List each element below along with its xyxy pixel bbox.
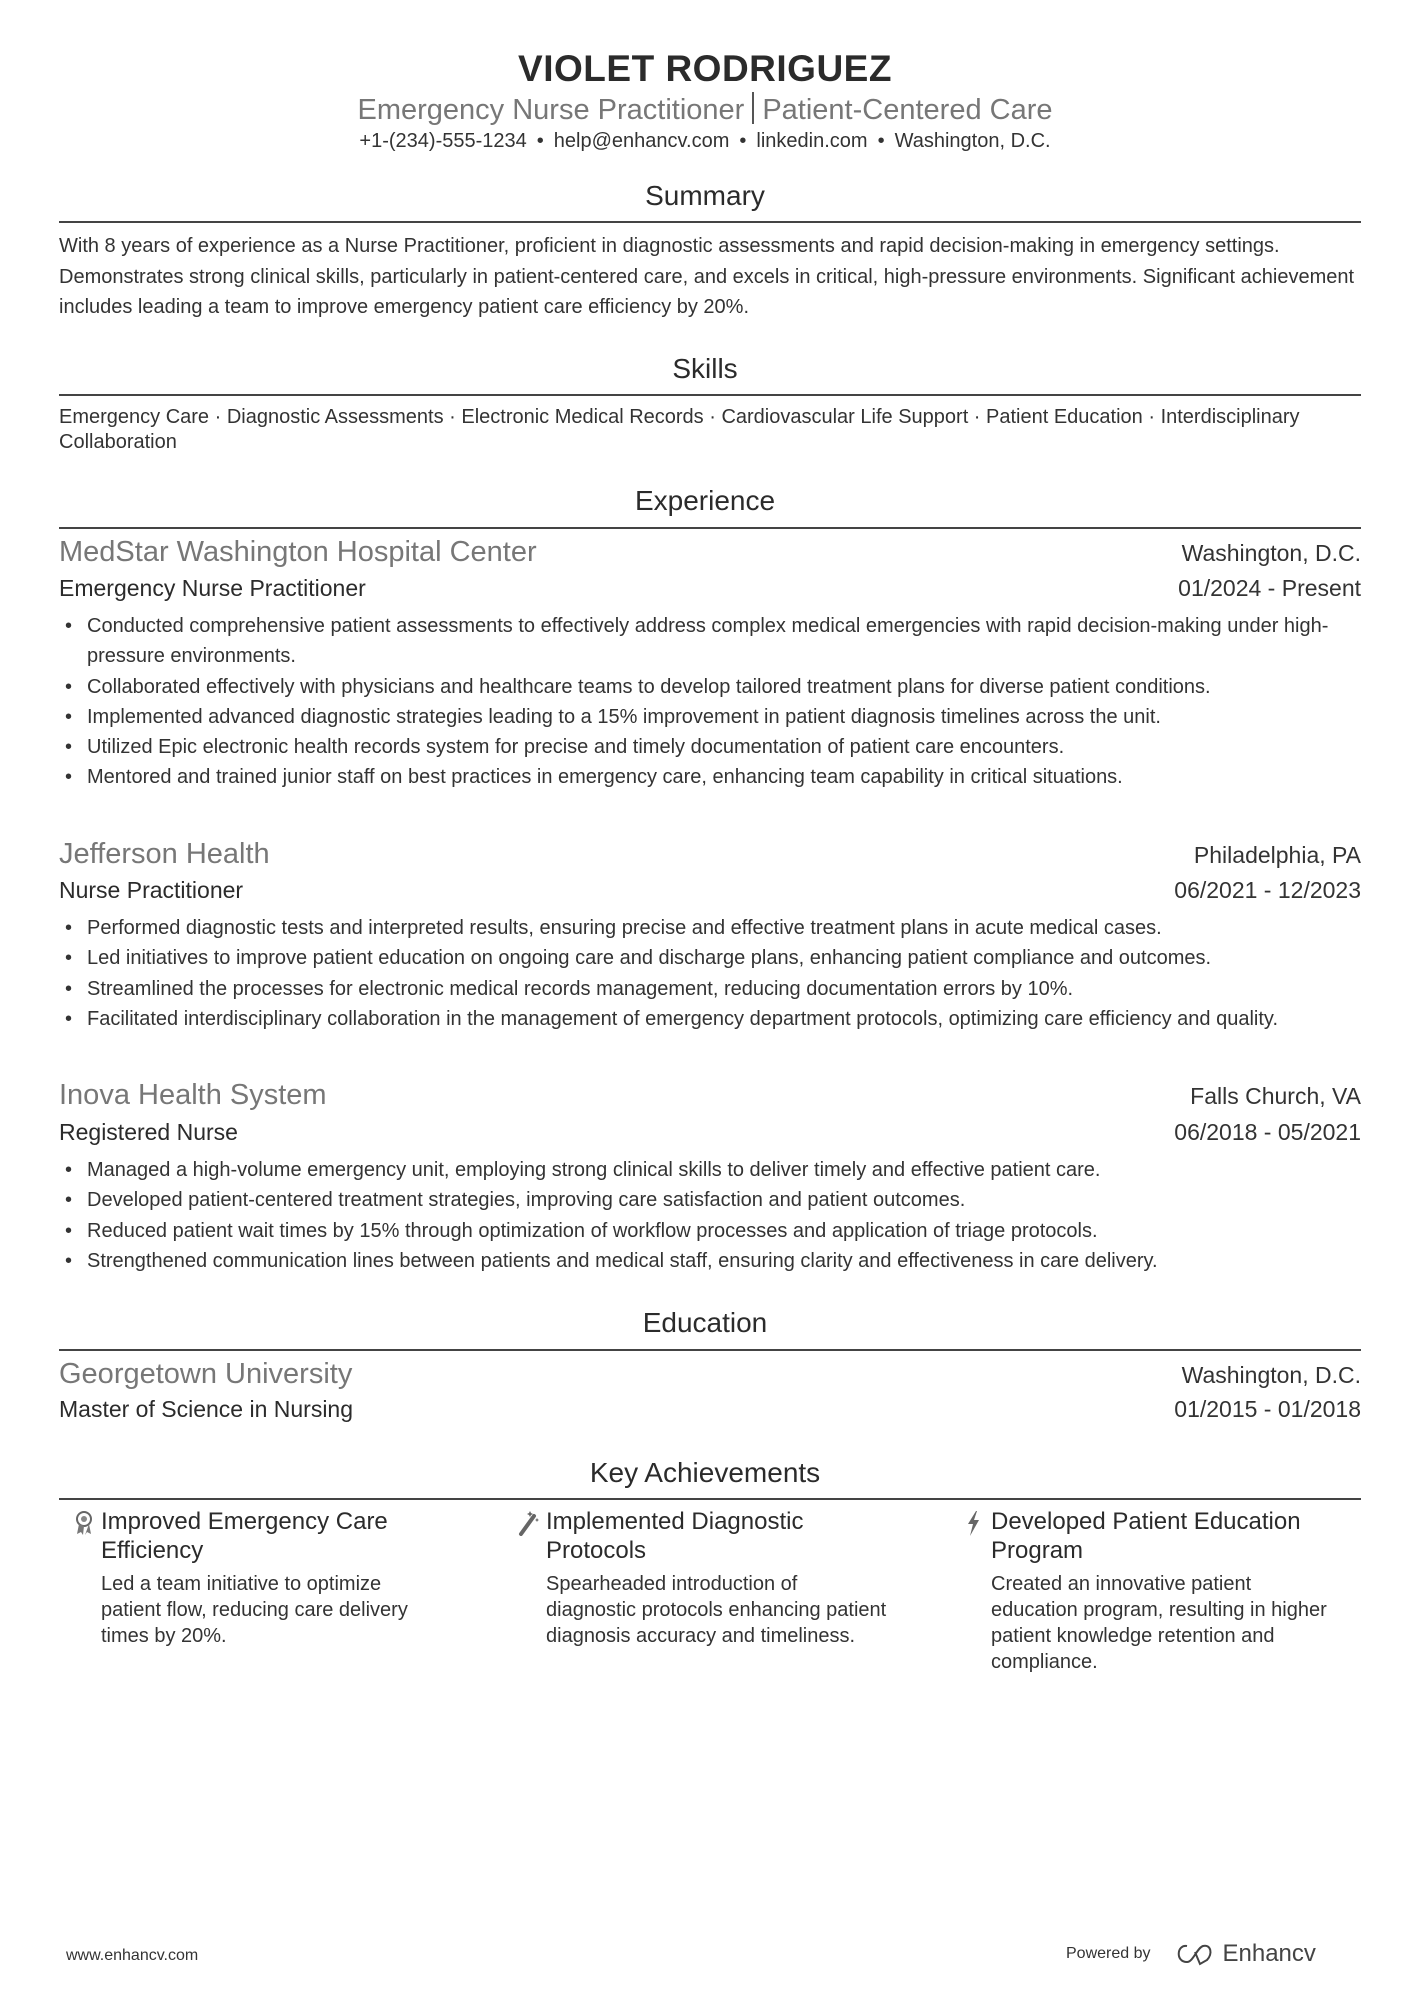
list-item: • Facilitated interdisciplinary collaboration in the management of emergency department protocols, optimizing care efficiency and quality.	[59, 1004, 1361, 1034]
location: Washington, D.C.	[894, 130, 1051, 152]
section-heading-experience: Experience	[634, 485, 776, 516]
email-link[interactable]: help@enhancv.com	[553, 130, 730, 152]
footer-website-link[interactable]: www.enhancv.com	[66, 1947, 199, 1964]
list-item: • Strengthened communication lines between patients and medical staff, ensuring clarity and effectiveness in care delivery.	[59, 1246, 1361, 1276]
job-header	[59, 838, 1361, 871]
job-role-row	[59, 575, 1361, 602]
job-location: Falls Church, VA	[1190, 1083, 1361, 1109]
list-item: • Utilized Epic electronic health records system for precise and timely documentation of patient care encounters.	[59, 732, 1361, 762]
job-dates: 01/2024 - Present	[1178, 575, 1361, 601]
company-name: Jefferson Health	[59, 838, 270, 870]
achievement-title: Developed Patient Education Program	[991, 1508, 1301, 1564]
separator: •	[536, 130, 544, 152]
divider	[59, 1349, 1361, 1351]
divider	[59, 221, 1361, 223]
job-title: Registered Nurse	[59, 1119, 238, 1145]
education-degree-row	[59, 1396, 1361, 1423]
achievement-description: Spearheaded introduction of diagnostic protocols enhancing patient diagnosis accuracy and timeliness.	[546, 1573, 887, 1647]
list-item: • Reduced patient wait times by 15% through optimization of workflow processes and application of triage protocols.	[59, 1216, 1361, 1246]
linkedin-link[interactable]: linkedin.com	[756, 130, 868, 152]
section-heading-achievements: Key Achievements	[589, 1457, 821, 1488]
job-role-row	[59, 877, 1361, 904]
list-item: • Implemented advanced diagnostic strategies leading to a 15% improvement in patient diagnosis timelines across the unit.	[59, 702, 1361, 732]
brand-name: Enhancv	[1222, 1940, 1316, 1967]
job-location: Philadelphia, PA	[1193, 842, 1361, 868]
divider	[59, 394, 1361, 396]
contact-info	[0, 130, 1410, 153]
education-dates: 01/2015 - 01/2018	[1174, 1396, 1361, 1422]
list-item: • Performed diagnostic tests and interpreted results, ensuring precise and effective treatment plans in acute medical cases.	[59, 913, 1361, 943]
list-item: • Led initiatives to improve patient education on ongoing care and discharge plans, enhancing patient compliance and outcomes.	[59, 943, 1361, 973]
job-title: Nurse Practitioner	[59, 877, 244, 903]
achievement-item	[518, 1508, 888, 1649]
job-bullets	[59, 611, 1361, 793]
divider	[59, 1498, 1361, 1500]
school-name: Georgetown University	[59, 1358, 353, 1390]
lightning-icon	[963, 1510, 985, 1536]
headline	[0, 92, 1410, 127]
enhancv-logo-icon	[1173, 1942, 1215, 1966]
job-bullets	[59, 1155, 1361, 1276]
list-item: • Conducted comprehensive patient assessments to effectively address complex medical emergencies with rapid decision-making under high-pressure environments.	[59, 611, 1361, 672]
powered-by	[1066, 1940, 1316, 1968]
powered-by-label: Powered by	[1066, 1945, 1151, 1962]
achievement-title: Improved Emergency Care Efficiency	[101, 1508, 388, 1564]
section-heading-summary: Summary	[645, 180, 765, 211]
magic-wand-icon	[518, 1510, 540, 1536]
school-location: Washington, D.C.	[1181, 1362, 1361, 1388]
phone: +1-(234)-555-1234	[359, 130, 527, 152]
job-header	[59, 536, 1361, 569]
summary-text: With 8 years of experience as a Nurse Practitioner, proficient in diagnostic assessments and rapid decision-making in emergency settings. Demonstrates strong clinical skills, particularly in patient-centered care, and excels in critical, high-pressure environments. Significant achievement includes leading a team to improve emergency patient care efficiency by 20%.	[59, 235, 1355, 318]
job-dates: 06/2018 - 05/2021	[1174, 1119, 1361, 1145]
degree: Master of Science in Nursing	[59, 1396, 354, 1422]
achievement-title: Implemented Diagnostic Protocols	[546, 1508, 804, 1564]
section-heading-skills: Skills	[672, 353, 738, 384]
achievement-item	[963, 1508, 1333, 1675]
job-dates: 06/2021 - 12/2023	[1174, 877, 1361, 903]
company-name: Inova Health System	[59, 1079, 327, 1111]
job-title: Emergency Nurse Practitioner	[59, 575, 366, 601]
separator: •	[877, 130, 885, 152]
achievement-item	[73, 1508, 443, 1649]
education-header	[59, 1358, 1361, 1391]
headline-right: Patient-Centered Care	[762, 94, 1053, 126]
headline-left: Emergency Nurse Practitioner	[357, 94, 745, 126]
company-name: MedStar Washington Hospital Center	[59, 536, 537, 568]
list-item: • Mentored and trained junior staff on best practices in emergency care, enhancing team capability in critical situations.	[59, 762, 1361, 792]
separator: •	[739, 130, 747, 152]
job-bullets	[59, 913, 1361, 1034]
job-role-row	[59, 1119, 1361, 1146]
list-item: • Collaborated effectively with physicians and healthcare teams to develop tailored treatment plans for diverse patient conditions.	[59, 672, 1361, 702]
job-header	[59, 1079, 1361, 1112]
list-item: • Streamlined the processes for electronic medical records management, reducing documentation errors by 10%.	[59, 974, 1361, 1004]
candidate-name: VIOLET RODRIGUEZ	[518, 48, 892, 89]
section-heading-education: Education	[642, 1307, 768, 1338]
job-location: Washington, D.C.	[1181, 540, 1361, 566]
award-icon	[73, 1510, 95, 1536]
divider	[752, 92, 754, 124]
achievement-description: Led a team initiative to optimize patient flow, reducing care delivery times by 20%.	[101, 1573, 408, 1647]
divider	[59, 527, 1361, 529]
list-item: • Developed patient-centered treatment strategies, improving care satisfaction and patient outcomes.	[59, 1185, 1361, 1215]
skills-list: Emergency Care · Diagnostic Assessments · Electronic Medical Records · Cardiovascular Life Support · Patient Education · Interdisciplinary Collaboration	[59, 406, 1300, 453]
enhancv-logo[interactable]	[1173, 1940, 1316, 1968]
list-item: • Managed a high-volume emergency unit, employing strong clinical skills to deliver timely and effective patient care.	[59, 1155, 1361, 1185]
achievement-description: Created an innovative patient education program, resulting in higher patient knowledge retention and compliance.	[991, 1573, 1327, 1673]
